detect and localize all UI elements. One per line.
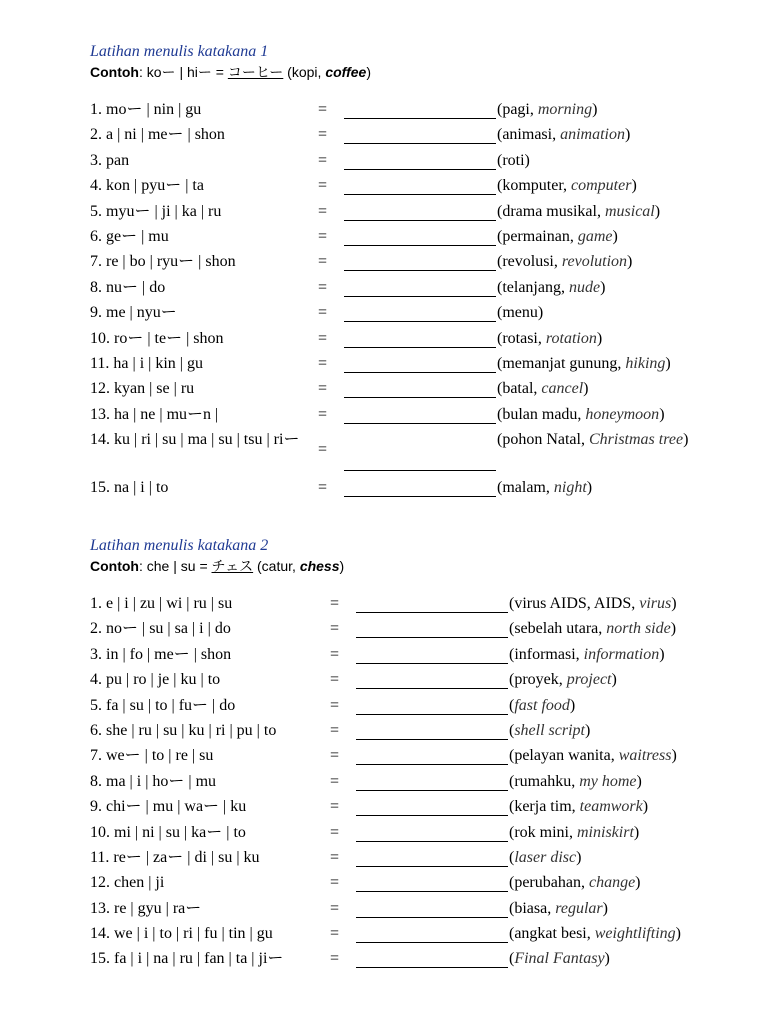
- meaning-gloss: (virus AIDS, AIDS, virus): [509, 595, 677, 612]
- meaning-gloss: (rok mini, miniskirt): [509, 823, 640, 841]
- equals-sign: =: [318, 354, 328, 372]
- example-line: Contoh: che | su = チェス (catur, chess): [90, 558, 345, 574]
- example-gloss-id: catur: [261, 558, 293, 574]
- answer-blank[interactable]: [356, 688, 508, 689]
- answer-blank[interactable]: [344, 296, 496, 297]
- meaning-english: information: [583, 645, 660, 663]
- exercise-row: [90, 594, 750, 619]
- meaning-indonesian: bulan madu: [502, 405, 578, 423]
- meaning-english: fast food: [514, 696, 570, 714]
- equals-sign: =: [318, 441, 328, 459]
- exercise-row: [90, 405, 750, 430]
- meaning-english: animation: [560, 126, 625, 144]
- meaning-indonesian: batal: [502, 380, 534, 398]
- meaning-gloss: (drama musikal, musical): [497, 202, 661, 220]
- meaning-gloss: (batal, cancel): [497, 380, 589, 398]
- exercise-row: [90, 873, 750, 898]
- exercise-row: [90, 746, 750, 771]
- romaji-prompt: 8. ma | i | hoー | mu: [90, 772, 217, 790]
- answer-blank[interactable]: [344, 245, 496, 246]
- answer-blank[interactable]: [344, 169, 496, 170]
- answer-blank[interactable]: [356, 637, 508, 638]
- exercise-row: [90, 329, 750, 354]
- meaning-gloss: (komputer, computer): [497, 177, 637, 195]
- meaning-gloss: (sebelah utara, north side): [509, 620, 677, 638]
- answer-blank[interactable]: [356, 790, 508, 791]
- meaning-indonesian: rok mini: [514, 823, 569, 841]
- example-gloss-id: kopi: [291, 64, 318, 80]
- exercise-row: [90, 848, 750, 873]
- exercise-list: [90, 594, 750, 975]
- equals-sign: =: [330, 645, 340, 663]
- romaji-prompt: 12. chen | ji: [90, 874, 165, 892]
- example-gloss-en: chess: [299, 558, 340, 574]
- equals-sign: =: [330, 595, 340, 612]
- example-equals: =: [215, 64, 224, 80]
- example-romaji: che | su: [146, 558, 196, 574]
- meaning-gloss: (memanjat gunung, hiking): [497, 354, 671, 372]
- romaji-prompt: 11. reー | zaー | di | su | ku: [90, 848, 260, 866]
- equals-sign: =: [318, 101, 328, 118]
- exercise-row: [90, 379, 750, 404]
- example-kana: コーヒー: [227, 64, 284, 80]
- exercise-row: [90, 619, 750, 644]
- answer-blank[interactable]: [344, 321, 496, 322]
- exercise-row: [90, 252, 750, 277]
- meaning-gloss: (biasa, regular): [509, 899, 608, 917]
- equals-sign: =: [330, 823, 340, 841]
- meaning-indonesian: sebelah utara: [514, 620, 599, 638]
- meaning-english: nude: [568, 278, 601, 296]
- answer-blank[interactable]: [344, 220, 496, 221]
- exercise-section-1: [90, 42, 750, 503]
- answer-blank[interactable]: [344, 143, 496, 144]
- romaji-prompt: 1. e | i | zu | wi | ru | su: [90, 595, 233, 612]
- meaning-english: game: [577, 227, 613, 245]
- meaning-indonesian: pelayan wanita: [514, 747, 611, 765]
- meaning-english: honeymoon: [585, 405, 660, 423]
- meaning-gloss: (pagi, morning): [497, 101, 598, 118]
- equals-sign: =: [318, 151, 328, 169]
- meaning-gloss: (menu): [497, 304, 544, 322]
- exercise-row: [90, 151, 750, 176]
- exercise-row: [90, 949, 750, 974]
- example-kana: チェス: [211, 558, 254, 574]
- exercise-row: [90, 670, 750, 695]
- meaning-gloss: (pelayan wanita, waitress): [509, 747, 677, 765]
- romaji-prompt: 2. noー | su | sa | i | do: [90, 620, 231, 638]
- meaning-gloss: (animasi, animation): [497, 126, 631, 144]
- meaning-indonesian: menu: [502, 304, 538, 322]
- romaji-prompt: 3. pan: [90, 151, 130, 169]
- answer-blank[interactable]: [356, 764, 508, 765]
- exercise-row: [90, 100, 750, 125]
- answer-blank[interactable]: [344, 372, 496, 373]
- meaning-gloss: (bulan madu, honeymoon): [497, 405, 665, 423]
- exercise-row: [90, 202, 750, 227]
- exercise-row: [90, 721, 750, 746]
- romaji-prompt: 15. na | i | to: [90, 479, 169, 497]
- exercise-row: [90, 278, 750, 303]
- meaning-indonesian: perubahan: [514, 874, 581, 892]
- equals-sign: =: [330, 747, 340, 765]
- romaji-prompt: 14. ku | ri | su | ma | su | tsu | riー: [90, 431, 300, 449]
- meaning-indonesian: drama musikal: [502, 202, 597, 220]
- meaning-english: teamwork: [579, 798, 643, 816]
- meaning-gloss: (perubahan, change): [509, 874, 641, 892]
- meaning-gloss: (informasi, information): [509, 645, 665, 663]
- equals-sign: =: [318, 304, 328, 322]
- romaji-prompt: 11. ha | i | kin | gu: [90, 354, 204, 372]
- answer-blank[interactable]: [344, 270, 496, 271]
- romaji-prompt: 12. kyan | se | ru: [90, 380, 195, 398]
- romaji-prompt: 10. roー | teー | shon: [90, 329, 224, 347]
- meaning-indonesian: virus AIDS, AIDS: [514, 595, 632, 612]
- example-equals: =: [199, 558, 208, 574]
- meaning-indonesian: rotasi: [502, 329, 538, 347]
- romaji-prompt: 4. kon | pyuー | ta: [90, 177, 204, 195]
- exercise-row: [90, 478, 750, 503]
- meaning-indonesian: komputer: [502, 177, 564, 195]
- equals-sign: =: [330, 950, 340, 968]
- example-romaji: koー | hiー: [146, 64, 212, 80]
- answer-blank[interactable]: [344, 194, 496, 195]
- equals-sign: =: [318, 227, 328, 245]
- meaning-gloss: (telanjang, nude): [497, 278, 606, 296]
- meaning-gloss: (shell script): [509, 721, 591, 739]
- equals-sign: =: [318, 177, 328, 195]
- answer-blank[interactable]: [356, 942, 508, 943]
- meaning-indonesian: kerja tim: [514, 798, 572, 816]
- equals-sign: =: [318, 202, 328, 220]
- romaji-prompt: 6. she | ru | su | ku | ri | pu | to: [90, 721, 277, 739]
- meaning-english: change: [588, 874, 636, 892]
- meaning-gloss: (proyek, project): [509, 671, 617, 689]
- answer-blank[interactable]: [344, 496, 496, 497]
- exercise-row: [90, 823, 750, 848]
- meaning-english: Christmas tree: [588, 431, 684, 449]
- meaning-english: morning: [537, 101, 593, 118]
- meaning-english: revolution: [561, 253, 628, 271]
- equals-sign: =: [330, 925, 340, 943]
- exercise-row: [90, 924, 750, 949]
- meaning-english: my home: [579, 772, 637, 790]
- romaji-prompt: 9. chiー | mu | waー | ku: [90, 798, 247, 816]
- answer-blank[interactable]: [356, 612, 508, 613]
- equals-sign: =: [318, 126, 328, 144]
- meaning-gloss: (rumahku, my home): [509, 772, 642, 790]
- meaning-indonesian: malam: [502, 479, 546, 497]
- exercise-section-2: [90, 536, 750, 975]
- equals-sign: =: [318, 405, 328, 423]
- meaning-indonesian: revolusi: [502, 253, 554, 271]
- meaning-indonesian: informasi: [514, 645, 576, 663]
- equals-sign: =: [330, 721, 340, 739]
- meaning-english: Final Fantasy: [514, 950, 605, 968]
- example-gloss-en: coffee: [325, 64, 367, 80]
- equals-sign: =: [318, 380, 328, 398]
- exercise-row: [90, 227, 750, 252]
- meaning-indonesian: biasa: [514, 899, 548, 917]
- meaning-english: regular: [555, 899, 603, 917]
- romaji-prompt: 6. geー | mu: [90, 227, 169, 245]
- exercise-row: [90, 176, 750, 201]
- answer-blank[interactable]: [344, 423, 496, 424]
- equals-sign: =: [330, 874, 340, 892]
- meaning-english: waitress: [618, 747, 672, 765]
- equals-sign: =: [330, 848, 340, 866]
- meaning-english: project: [566, 671, 612, 689]
- meaning-english: musical: [604, 202, 655, 220]
- meaning-indonesian: proyek: [514, 671, 559, 689]
- exercise-row: [90, 354, 750, 379]
- equals-sign: =: [318, 278, 328, 296]
- equals-sign: =: [330, 620, 340, 638]
- meaning-gloss: (angkat besi, weightlifting): [509, 925, 681, 943]
- meaning-english: rotation: [545, 329, 597, 347]
- section-title: Latihan menulis katakana 2: [90, 537, 269, 554]
- equals-sign: =: [330, 798, 340, 816]
- answer-blank[interactable]: [344, 397, 496, 398]
- meaning-gloss: (rotasi, rotation): [497, 329, 603, 347]
- section-title: Latihan menulis katakana 1: [90, 43, 269, 60]
- meaning-english: hiking: [625, 354, 666, 372]
- romaji-prompt: 3. in | fo | meー | shon: [90, 645, 232, 663]
- meaning-indonesian: rumahku: [514, 772, 572, 790]
- meaning-indonesian: animasi: [502, 126, 553, 144]
- meaning-gloss: (revolusi, revolution): [497, 253, 633, 271]
- equals-sign: =: [318, 329, 328, 347]
- answer-blank[interactable]: [356, 663, 508, 664]
- exercise-row: [90, 899, 750, 924]
- exercise-row: [90, 797, 750, 822]
- meaning-indonesian: permainan: [502, 227, 570, 245]
- meaning-gloss: (kerja tim, teamwork): [509, 798, 649, 816]
- answer-blank[interactable]: [356, 866, 508, 867]
- meaning-gloss: (malam, night): [497, 479, 593, 497]
- answer-blank[interactable]: [356, 714, 508, 715]
- answer-blank[interactable]: [344, 347, 496, 348]
- romaji-prompt: 4. pu | ro | je | ku | to: [90, 671, 221, 689]
- equals-sign: =: [330, 772, 340, 790]
- romaji-prompt: 13. re | gyu | raー: [90, 899, 202, 917]
- meaning-gloss: (laser disc): [509, 848, 582, 866]
- meaning-gloss: (fast food): [509, 696, 576, 714]
- exercise-row: [90, 772, 750, 797]
- answer-blank[interactable]: [344, 118, 496, 119]
- answer-blank[interactable]: [356, 739, 508, 740]
- exercise-row: [90, 645, 750, 670]
- meaning-indonesian: telanjang: [502, 278, 561, 296]
- answer-blank[interactable]: [356, 891, 508, 892]
- equals-sign: =: [330, 899, 340, 917]
- romaji-prompt: 14. we | i | to | ri | fu | tin | gu: [90, 925, 273, 943]
- meaning-english: miniskirt: [577, 823, 634, 841]
- meaning-english: north side: [606, 620, 671, 638]
- example-line: Contoh: koー | hiー = コーヒー (kopi, coffee): [90, 64, 371, 80]
- romaji-prompt: 7. re | bo | ryuー | shon: [90, 253, 236, 271]
- romaji-prompt: 5. fa | su | to | fuー | do: [90, 696, 236, 714]
- meaning-indonesian: angkat besi: [514, 925, 587, 943]
- equals-sign: =: [318, 479, 328, 497]
- example-label: Contoh: [90, 64, 139, 80]
- romaji-prompt: 15. fa | i | na | ru | fan | ta | jiー: [90, 950, 284, 968]
- meaning-gloss: (roti): [497, 151, 530, 169]
- meaning-english: cancel: [541, 380, 584, 398]
- meaning-gloss: (permainan, game): [497, 227, 618, 245]
- romaji-prompt: 8. nuー | do: [90, 278, 166, 296]
- answer-blank[interactable]: [356, 917, 508, 918]
- meaning-english: night: [553, 479, 587, 497]
- romaji-prompt: 1. moー | nin | gu: [90, 101, 202, 118]
- romaji-prompt: 13. ha | ne | muーn |: [90, 405, 219, 423]
- exercise-list: [90, 100, 750, 503]
- exercise-row: [90, 303, 750, 328]
- meaning-english: laser disc: [514, 848, 577, 866]
- meaning-indonesian: roti: [502, 151, 525, 169]
- meaning-english: computer: [571, 177, 632, 195]
- meaning-indonesian: pohon Natal: [502, 431, 581, 449]
- meaning-english: shell script: [514, 721, 585, 739]
- example-label: Contoh: [90, 558, 139, 574]
- exercise-row: [90, 696, 750, 721]
- answer-blank[interactable]: [356, 815, 508, 816]
- romaji-prompt: 2. a | ni | meー | shon: [90, 126, 225, 144]
- meaning-indonesian: pagi: [502, 101, 530, 118]
- answer-blank[interactable]: [356, 967, 508, 968]
- exercise-row: [90, 125, 750, 150]
- romaji-prompt: 7. weー | to | re | su: [90, 747, 214, 765]
- meaning-gloss: (Final Fantasy): [509, 950, 610, 968]
- romaji-prompt: 10. mi | ni | su | kaー | to: [90, 823, 246, 841]
- equals-sign: =: [318, 253, 328, 271]
- meaning-gloss: (pohon Natal, Christmas tree): [497, 431, 689, 449]
- equals-sign: =: [330, 696, 340, 714]
- meaning-indonesian: memanjat gunung: [502, 354, 618, 372]
- romaji-prompt: 5. myuー | ji | ka | ru: [90, 202, 222, 220]
- answer-blank[interactable]: [356, 841, 508, 842]
- answer-blank[interactable]: [344, 470, 496, 471]
- meaning-english: weightlifting: [594, 925, 676, 943]
- exercise-row: [90, 430, 750, 478]
- romaji-prompt: 9. me | nyuー: [90, 304, 177, 322]
- meaning-english: virus: [639, 595, 672, 612]
- equals-sign: =: [330, 671, 340, 689]
